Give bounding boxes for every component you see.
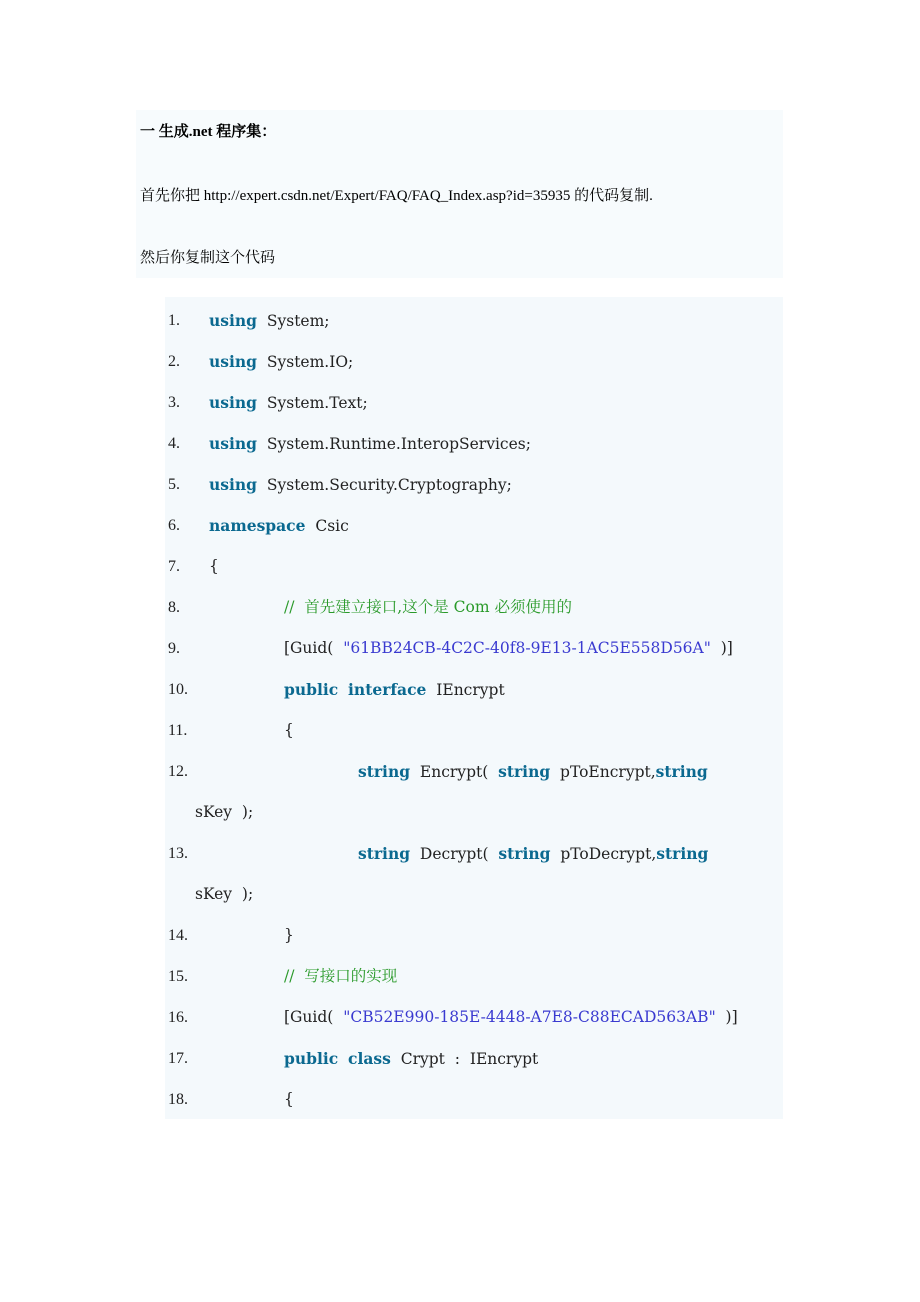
- section-heading: 一 生成.net 程序集：: [140, 124, 277, 140]
- code-line: [165, 464, 783, 505]
- keyword: string: [498, 844, 551, 863]
- code-string: "61BB24CB-4C2C-40f8-9E13-1AC5E558D56A": [343, 639, 711, 657]
- code-line: [165, 382, 783, 423]
- line-number: 7.: [168, 558, 180, 575]
- code-line: [165, 833, 783, 915]
- line-number: 13.: [168, 845, 188, 862]
- keyword: public: [284, 1049, 339, 1068]
- code-line: [165, 546, 783, 587]
- code-text: {: [284, 1090, 294, 1108]
- keyword: string: [498, 762, 551, 781]
- line-number: 16.: [168, 1009, 188, 1026]
- code-text: pToEncrypt,: [560, 763, 656, 781]
- code-comment: // 写接口的实现: [284, 967, 398, 985]
- code-line: [165, 341, 783, 382]
- line-number: 6.: [168, 517, 180, 534]
- code-line: [165, 956, 783, 997]
- code-comment: // 首先建立接口,这个是 Com 必须使用的: [284, 598, 572, 616]
- code-text: Encrypt(: [419, 763, 499, 781]
- code-line: [165, 1079, 783, 1120]
- code-text: System.Runtime.InteropServices;: [266, 435, 531, 453]
- line-number: 2.: [168, 353, 180, 370]
- keyword: string: [358, 762, 411, 781]
- code-text: Crypt : IEncrypt: [400, 1050, 539, 1068]
- code-text: System.IO;: [266, 353, 354, 371]
- keyword: using: [209, 393, 257, 412]
- line-number: 10.: [168, 681, 188, 698]
- code-text: )]: [710, 639, 733, 657]
- keyword: string: [656, 844, 709, 863]
- line-number: 17.: [168, 1050, 188, 1067]
- line-number: 3.: [168, 394, 180, 411]
- code-text: Decrypt(: [419, 845, 499, 863]
- code-line: [165, 751, 783, 833]
- keyword: class: [348, 1049, 391, 1068]
- code-text: IEncrypt: [436, 681, 505, 699]
- code-continuation: sKey );: [195, 885, 254, 903]
- code-text: [Guid(: [284, 1008, 344, 1026]
- line-number: 8.: [168, 599, 180, 616]
- code-text: pToDecrypt,: [560, 845, 657, 863]
- code-text: [Guid(: [284, 639, 344, 657]
- line-number: 5.: [168, 476, 180, 493]
- code-line: [165, 915, 783, 956]
- code-text: {: [209, 557, 219, 575]
- code-text: )]: [715, 1008, 738, 1026]
- code-line: [165, 997, 783, 1038]
- code-line: [165, 1038, 783, 1079]
- code-text: System;: [266, 312, 330, 330]
- keyword: string: [358, 844, 411, 863]
- code-text: }: [284, 926, 294, 944]
- code-line: [165, 669, 783, 710]
- keyword: using: [209, 434, 257, 453]
- keyword: public: [284, 680, 339, 699]
- line-number: 11.: [168, 722, 188, 739]
- code-string: "CB52E990-185E-4448-A7E8-C88ECAD563AB": [343, 1008, 716, 1026]
- keyword: using: [209, 311, 257, 330]
- keyword: namespace: [209, 516, 306, 535]
- code-line: [165, 300, 783, 341]
- line-number: 18.: [168, 1091, 188, 1108]
- code-continuation: sKey );: [195, 803, 254, 821]
- code-text: Csic: [315, 517, 349, 535]
- line-number: 4.: [168, 435, 180, 452]
- code-line: [165, 628, 783, 669]
- paragraph-copy-instruction: 首先你把 http://expert.csdn.net/Expert/FAQ/FAQ_Index.asp?id=35935 的代码复制.: [140, 188, 653, 204]
- code-line: [165, 587, 783, 628]
- code-text: System.Text;: [266, 394, 368, 412]
- line-number: 14.: [168, 927, 188, 944]
- code-line: [165, 423, 783, 464]
- paragraph-copy-code: 然后你复制这个代码: [140, 250, 276, 266]
- line-number: 1.: [168, 312, 180, 329]
- code-line: [165, 710, 783, 751]
- line-number: 12.: [168, 763, 188, 780]
- line-number: 15.: [168, 968, 188, 985]
- code-text: {: [284, 721, 294, 739]
- keyword: string: [655, 762, 708, 781]
- code-line: [165, 505, 783, 546]
- keyword: using: [209, 352, 257, 371]
- code-block: [165, 297, 783, 1119]
- code-text: System.Security.Cryptography;: [266, 476, 512, 494]
- keyword: using: [209, 475, 257, 494]
- line-number: 9.: [168, 640, 180, 657]
- keyword: interface: [348, 680, 427, 699]
